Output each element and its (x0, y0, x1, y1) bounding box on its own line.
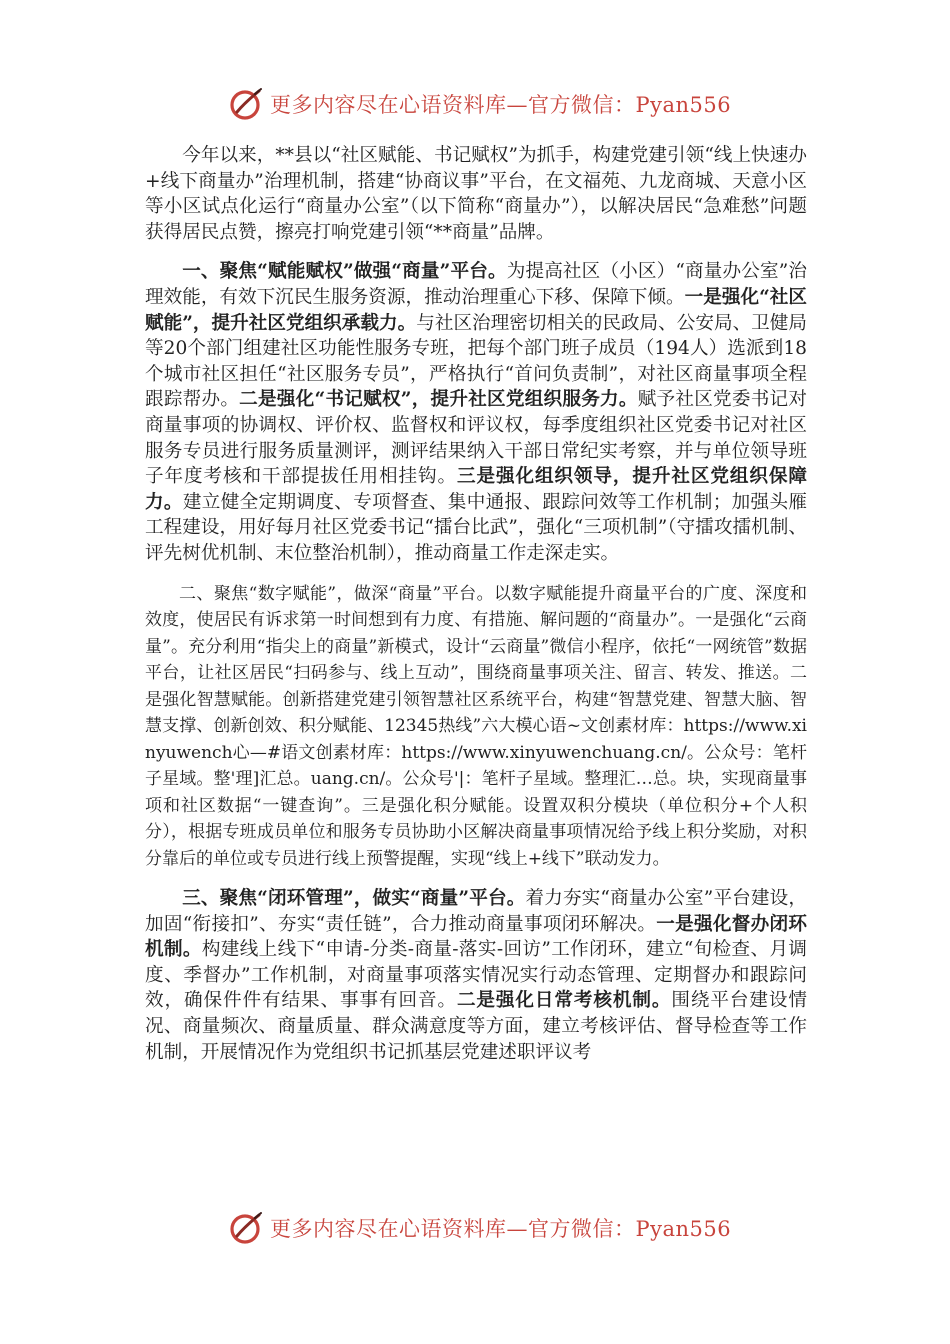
section-3-text-c: 围绕平台建设情况、商量频次、商量质量、群众满意度等方面，建立考核评估、督导检查等工作机制，开展情况作为党组织书记抓基层党建述职评议考 (145, 990, 807, 1063)
header-banner (228, 84, 731, 124)
header-banner-text: 更多内容尽在心语资料库—官方微信：Pyan556 (270, 93, 732, 117)
section-1-heading: 一、聚焦“赋能赋权”做强“商量”平台。 (182, 261, 507, 283)
paragraph-section-3 (145, 886, 807, 1065)
section-3-point-1: 一是强化督办闭环机制。 (145, 913, 807, 961)
section-1-point-1: 一是强化“社区赋能”，提升社区党组织承载力。 (145, 286, 807, 334)
ink-brush-logo-icon (228, 86, 264, 122)
paragraph-section-1 (145, 259, 807, 566)
footer-banner (228, 1208, 731, 1248)
section-1-point-3: 三是强化组织领导，提升社区党组织保障力。 (145, 466, 807, 513)
section-1-text-c: 赋予社区党委书记对商量事项的协调权、评价权、监督权和评议权，每季度组织社区党委书记对社区服务专员进行服务质量测评，测评结果纳入干部日常纪实考察，并与单位领导班子年度考核和干部提拔任用相挂钩。 (145, 389, 807, 488)
article-body (145, 143, 807, 1079)
paragraph-intro: 今年以来，**县以“社区赋能、书记赋权”为抓手，构建党建引领“线上快速办+线下商量办”治理机制，搭建“协商议事”平台，在文福苑、九龙商城、天意小区等小区试点化运行“商量办公室”（以下简称“商量办”），以解决居民“急难愁”问题获得居民点赞，擦亮打响党建引领“**商量”品牌。 (145, 145, 807, 243)
section-1-text-a: 为提高社区（小区）“商量办公室”治理效能，有效下沉民生服务资源，推动治理重心下移、保障下倾。 (145, 261, 808, 308)
section-1-point-2: 二是强化“书记赋权”，提升社区党组织服务力。 (239, 389, 638, 411)
footer-banner-text: 更多内容尽在心语资料库—官方微信：Pyan556 (270, 1217, 732, 1241)
section-3-text-a: 着力夯实“商量办公室”平台建设，加固“衔接扣”、夯实“责任链”，合力推动商量事项闭环解决。 (145, 888, 808, 935)
paragraph-section-2: 二、聚焦“数字赋能”，做深“商量”平台。以数字赋能提升商量平台的广度、深度和效度，使居民有诉求第一时间想到有力度、有措施、解问题的“商量办”。一是强化“云商量”。充分利用“指尖上的商量”新模式，设计“云商量”微信小程序，依托“一网统管”数据平台，让社区居民“扫码参与、线上互动”，围绕商量事项关注、留言、转发、推送。二是强化智慧赋能。创新搭建党建引领智慧社区系统平台，构建“智慧党建、智慧大脑、智慧支撑、创新创效、积分赋能、12345热线”六大模心语~文创素材库：https://www.xinyuwench心—#语文创素材库：https://www.xinyuwenchuang.cn/。公众号：笔杆子星域。整'理]汇总。uang.cn/。公众号'|：笔杆子星域。整理汇…总。块，实现商量事项和社区数据“一键查询”。三是强化积分赋能。设置双积分模块（单位积分+个人积分），根据专班成员单位和服务专员协助小区解决商量事项情况给予线上积分奖励，对积分靠后的单位或专员进行线上预警提醒，实现“线上+线下”联动发力。 (145, 583, 807, 869)
section-1-text-b: 与社区治理密切相关的民政局、公安局、卫健局等20个部门组建社区功能性服务专班，把每个部门班子成员（194人）选派到18个城市社区担任“社区服务专员”，严格执行“首问负责制”，对社区商量事项全程跟踪帮办。 (145, 312, 807, 411)
section-1-text-d: 建立健全定期调度、专项督查、集中通报、跟踪问效等工作机制；加强头雁工程建设，用好每月社区党委书记“擂台比武”，强化“三项机制”（守擂攻擂机制、评先树优机制、末位整治机制），推动商量工作走深走实。 (145, 491, 807, 564)
section-3-heading: 三、聚焦“闭环管理”，做实“商量”平台。 (182, 888, 526, 909)
section-3-point-2: 二是强化日常考核机制。 (456, 990, 672, 1012)
section-3-text-b: 构建线上线下“申请-分类-商量-落实-回访”工作闭环，建立“旬检查、月调度、季督办”工作机制，对商量事项落实情况实行动态管理、定期督办和跟踪问效，确保件件有结果、事事有回音。 (145, 939, 807, 1012)
ink-brush-logo-icon (228, 1210, 264, 1246)
